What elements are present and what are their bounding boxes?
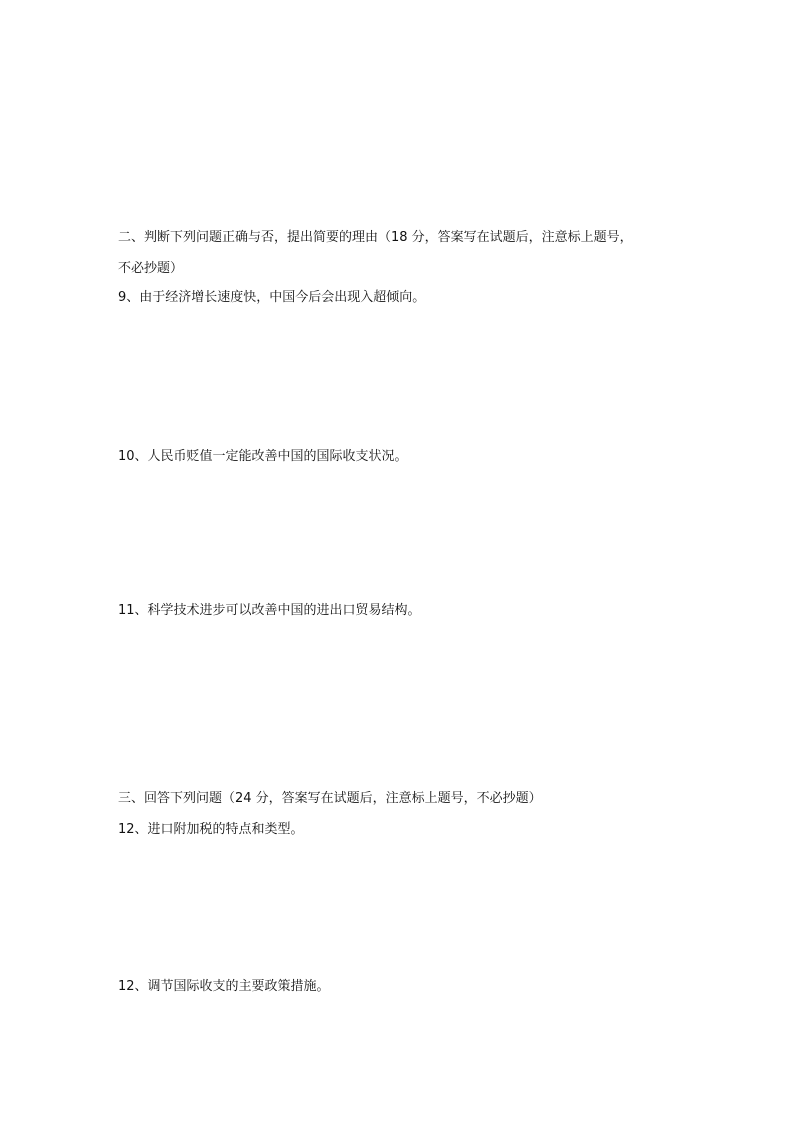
section-2-heading-continued: 不必抄题） [118, 261, 184, 276]
question-9: 9、由于经济增长速度快，中国今后会出现入超倾向。 [118, 290, 426, 305]
question-11: 11、科学技术进步可以改善中国的进出口贸易结构。 [118, 603, 421, 618]
section-3-heading: 三、回答下列问题（24 分，答案写在试题后，注意标上题号，不必抄题） [118, 791, 542, 806]
question-12-surtax: 12、进口附加税的特点和类型。 [118, 822, 304, 837]
question-12-balance-of-payments: 12、调节国际收支的主要政策措施。 [118, 979, 330, 994]
question-10: 10、人民币贬值一定能改善中国的国际收支状况。 [118, 449, 408, 464]
section-2-heading: 二、判断下列问题正确与否，提出简要的理由（18 分，答案写在试题后，注意标上题号， [118, 230, 633, 245]
